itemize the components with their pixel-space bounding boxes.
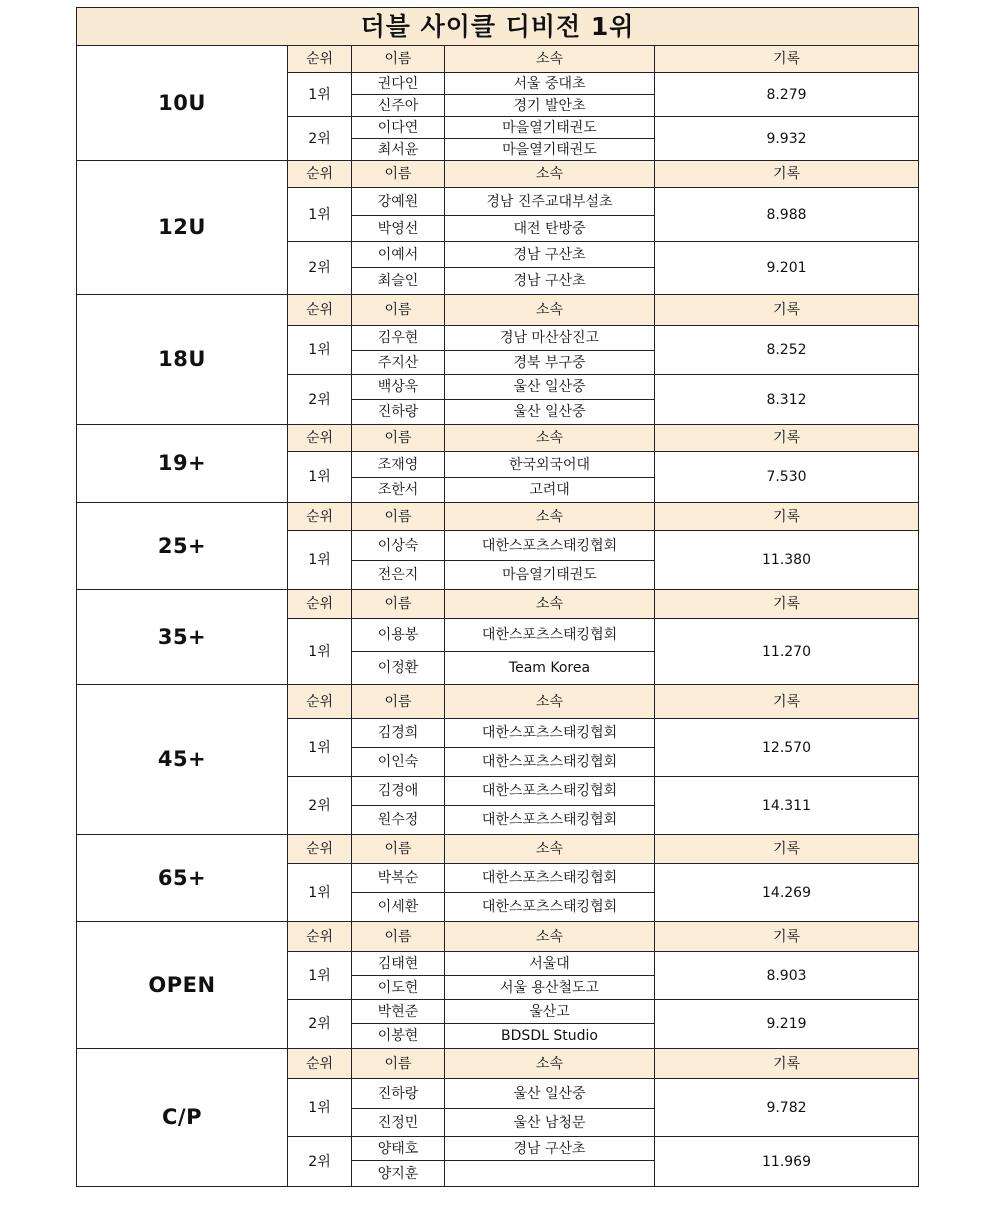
record-cell: 9.782 [655, 1079, 919, 1137]
header-affiliation: 소속 [445, 685, 655, 719]
record-cell: 11.380 [655, 531, 919, 590]
rank-cell: 2위 [288, 1000, 352, 1049]
header-affiliation: 소속 [445, 161, 655, 188]
category-label: 25+ [77, 503, 288, 590]
header-record: 기록 [655, 1049, 919, 1079]
record-cell: 8.252 [655, 326, 919, 375]
header-row [77, 295, 919, 326]
name-cell: 권다인 [352, 73, 445, 95]
affiliation-cell: 경북 부구중 [445, 351, 655, 375]
header-rank: 순위 [288, 922, 352, 952]
title-row [77, 8, 919, 46]
affiliation-cell: 대한스포츠스태킹협회 [445, 748, 655, 777]
affiliation-cell: 마을열기태권도 [445, 117, 655, 139]
name-cell: 양지훈 [352, 1161, 445, 1187]
rank-cell: 2위 [288, 375, 352, 425]
name-cell: 백상욱 [352, 375, 445, 400]
header-row [77, 161, 919, 188]
name-cell: 진정민 [352, 1109, 445, 1137]
header-rank: 순위 [288, 295, 352, 326]
header-rank: 순위 [288, 835, 352, 864]
header-rank: 순위 [288, 46, 352, 73]
name-cell: 이상숙 [352, 531, 445, 561]
record-cell: 11.969 [655, 1137, 919, 1187]
name-cell: 이예서 [352, 242, 445, 268]
affiliation-cell: 한국외국어대 [445, 452, 655, 478]
affiliation-cell: 경남 구산초 [445, 242, 655, 268]
name-cell: 주지산 [352, 351, 445, 375]
header-row [77, 922, 919, 952]
affiliation-cell: 대한스포츠스태킹협회 [445, 864, 655, 893]
name-cell: 김경희 [352, 719, 445, 748]
affiliation-cell: 대한스포츠스태킹협회 [445, 777, 655, 806]
header-name: 이름 [352, 685, 445, 719]
header-name: 이름 [352, 1049, 445, 1079]
affiliation-cell: 고려대 [445, 478, 655, 503]
affiliation-cell: Team Korea [445, 652, 655, 685]
record-cell: 11.270 [655, 619, 919, 685]
name-cell: 이인숙 [352, 748, 445, 777]
name-cell: 최슬인 [352, 268, 445, 295]
header-row [77, 685, 919, 719]
rank-cell: 1위 [288, 719, 352, 777]
affiliation-cell [445, 1161, 655, 1187]
name-cell: 진하랑 [352, 400, 445, 425]
header-row [77, 1049, 919, 1079]
header-name: 이름 [352, 161, 445, 188]
header-row [77, 590, 919, 619]
affiliation-cell: 경남 진주교대부설초 [445, 188, 655, 216]
header-name: 이름 [352, 835, 445, 864]
affiliation-cell: 대전 탄방중 [445, 216, 655, 242]
name-cell: 김경애 [352, 777, 445, 806]
header-affiliation: 소속 [445, 835, 655, 864]
category-label: 45+ [77, 685, 288, 835]
affiliation-cell: 서울 중대초 [445, 73, 655, 95]
affiliation-cell: 울산 일산중 [445, 400, 655, 425]
name-cell: 김우현 [352, 326, 445, 351]
rank-cell: 1위 [288, 452, 352, 503]
header-affiliation: 소속 [445, 1049, 655, 1079]
affiliation-cell: 경남 마산삼진고 [445, 326, 655, 351]
rank-cell: 1위 [288, 188, 352, 242]
affiliation-cell: 경기 발안초 [445, 95, 655, 117]
header-rank: 순위 [288, 425, 352, 452]
header-row [77, 46, 919, 73]
name-cell: 박현준 [352, 1000, 445, 1024]
affiliation-cell: 울산 일산중 [445, 375, 655, 400]
rank-cell: 2위 [288, 117, 352, 161]
record-cell: 14.269 [655, 864, 919, 922]
name-cell: 원수정 [352, 806, 445, 835]
name-cell: 이봉현 [352, 1024, 445, 1049]
name-cell: 신주아 [352, 95, 445, 117]
affiliation-cell: BDSDL Studio [445, 1024, 655, 1049]
header-name: 이름 [352, 46, 445, 73]
category-label: 18U [77, 295, 288, 425]
category-label: 35+ [77, 590, 288, 685]
header-name: 이름 [352, 425, 445, 452]
header-affiliation: 소속 [445, 590, 655, 619]
name-cell: 박영선 [352, 216, 445, 242]
record-cell: 9.932 [655, 117, 919, 161]
name-cell: 양태호 [352, 1137, 445, 1161]
name-cell: 전은지 [352, 561, 445, 590]
record-cell: 14.311 [655, 777, 919, 835]
page-title: 더블 사이클 디비전 1위 [77, 8, 919, 46]
category-label: OPEN [77, 922, 288, 1049]
header-affiliation: 소속 [445, 425, 655, 452]
record-cell: 8.988 [655, 188, 919, 242]
header-affiliation: 소속 [445, 46, 655, 73]
affiliation-cell: 울산 일산중 [445, 1079, 655, 1109]
record-cell: 8.279 [655, 73, 919, 117]
header-affiliation: 소속 [445, 503, 655, 531]
rank-cell: 1위 [288, 864, 352, 922]
header-affiliation: 소속 [445, 295, 655, 326]
affiliation-cell: 마을열기태권도 [445, 139, 655, 161]
affiliation-cell: 울산 남청문 [445, 1109, 655, 1137]
header-rank: 순위 [288, 1049, 352, 1079]
header-row [77, 503, 919, 531]
name-cell: 이용봉 [352, 619, 445, 652]
affiliation-cell: 서울 용산철도고 [445, 976, 655, 1000]
record-cell: 8.312 [655, 375, 919, 425]
affiliation-cell: 경남 구산초 [445, 1137, 655, 1161]
record-cell: 9.201 [655, 242, 919, 295]
results-body [77, 8, 919, 1187]
name-cell: 이정환 [352, 652, 445, 685]
header-row [77, 835, 919, 864]
header-affiliation: 소속 [445, 922, 655, 952]
header-rank: 순위 [288, 503, 352, 531]
header-rank: 순위 [288, 161, 352, 188]
name-cell: 진하랑 [352, 1079, 445, 1109]
affiliation-cell: 서울대 [445, 952, 655, 976]
name-cell: 최서윤 [352, 139, 445, 161]
header-name: 이름 [352, 503, 445, 531]
record-cell: 8.903 [655, 952, 919, 1000]
header-record: 기록 [655, 922, 919, 952]
category-label: 12U [77, 161, 288, 295]
header-record: 기록 [655, 503, 919, 531]
affiliation-cell: 울산고 [445, 1000, 655, 1024]
header-name: 이름 [352, 590, 445, 619]
header-record: 기록 [655, 835, 919, 864]
header-name: 이름 [352, 295, 445, 326]
rank-cell: 1위 [288, 619, 352, 685]
header-rank: 순위 [288, 685, 352, 719]
name-cell: 강예원 [352, 188, 445, 216]
category-label: 65+ [77, 835, 288, 922]
header-record: 기록 [655, 685, 919, 719]
rank-cell: 1위 [288, 73, 352, 117]
affiliation-cell: 대한스포츠스태킹협회 [445, 619, 655, 652]
header-record: 기록 [655, 161, 919, 188]
header-record: 기록 [655, 590, 919, 619]
category-label: C/P [77, 1049, 288, 1187]
category-label: 10U [77, 46, 288, 161]
name-cell: 박복순 [352, 864, 445, 893]
affiliation-cell: 대한스포츠스태킹협회 [445, 806, 655, 835]
name-cell: 이다연 [352, 117, 445, 139]
header-row [77, 425, 919, 452]
header-record: 기록 [655, 295, 919, 326]
name-cell: 이도헌 [352, 976, 445, 1000]
affiliation-cell: 경남 구산초 [445, 268, 655, 295]
record-cell: 12.570 [655, 719, 919, 777]
header-record: 기록 [655, 425, 919, 452]
header-name: 이름 [352, 922, 445, 952]
category-label: 19+ [77, 425, 288, 503]
affiliation-cell: 대한스포츠스태킹협회 [445, 719, 655, 748]
rank-cell: 2위 [288, 242, 352, 295]
affiliation-cell: 대한스포츠스태킹협회 [445, 531, 655, 561]
rank-cell: 1위 [288, 326, 352, 375]
header-record: 기록 [655, 46, 919, 73]
header-rank: 순위 [288, 590, 352, 619]
record-cell: 9.219 [655, 1000, 919, 1049]
name-cell: 조재영 [352, 452, 445, 478]
rank-cell: 1위 [288, 531, 352, 590]
rank-cell: 2위 [288, 777, 352, 835]
affiliation-cell: 대한스포츠스태킹협회 [445, 893, 655, 922]
rank-cell: 2위 [288, 1137, 352, 1187]
name-cell: 김태현 [352, 952, 445, 976]
rank-cell: 1위 [288, 952, 352, 1000]
rank-cell: 1위 [288, 1079, 352, 1137]
name-cell: 조한서 [352, 478, 445, 503]
record-cell: 7.530 [655, 452, 919, 503]
affiliation-cell: 마음열기태권도 [445, 561, 655, 590]
results-table [76, 7, 919, 1187]
name-cell: 이세환 [352, 893, 445, 922]
